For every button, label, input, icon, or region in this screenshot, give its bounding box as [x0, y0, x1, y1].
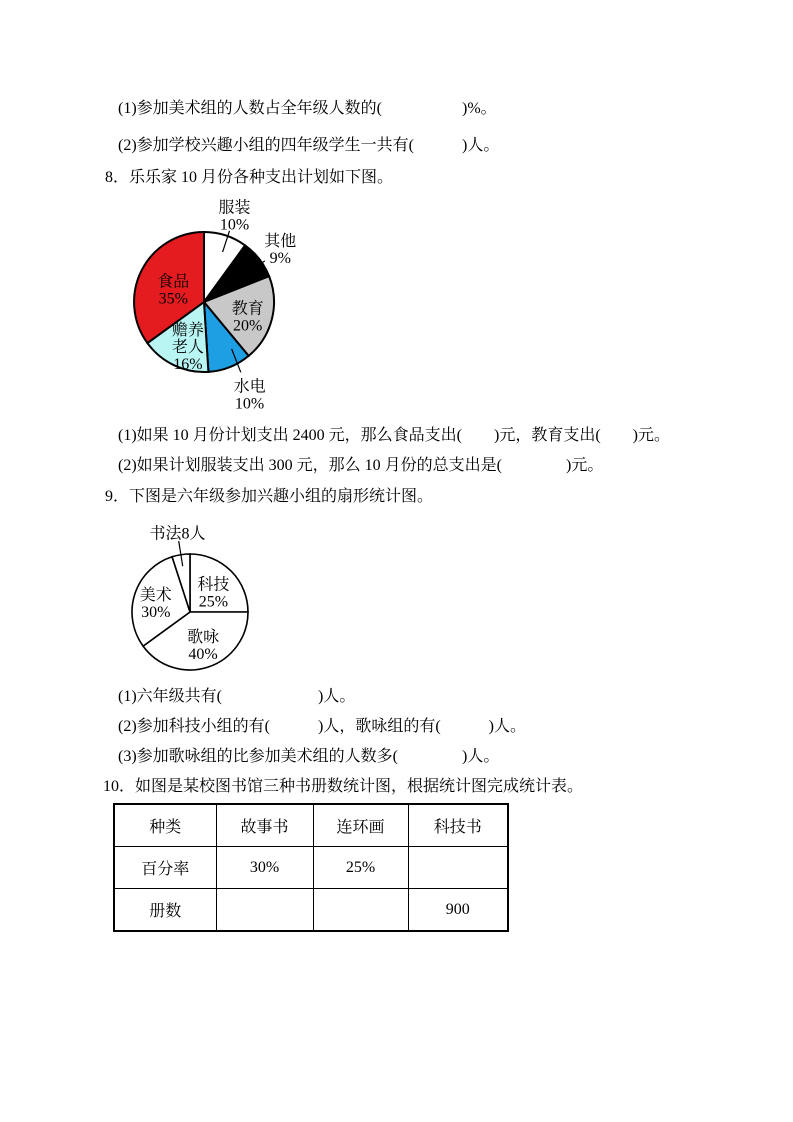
pie-label-other: 其他	[264, 232, 297, 250]
table-cell-percentage-label: 百分率	[114, 847, 216, 889]
question-8-sub2: (2)如果计划服装支出 300 元，那么 10 月份的总支出是( )元。	[118, 457, 604, 474]
pie-label-elder-care: 老人	[171, 339, 204, 356]
pie-label-calligraphy: 书法8人	[149, 525, 206, 543]
question-8-sub1: (1)如果 10 月份计划支出 2400 元，那么食品支出( )元，教育支出( )元。	[118, 427, 670, 444]
question-9-sub1: (1)六年级共有( )人。	[118, 688, 356, 705]
table-cell-sciencebook: 科技书	[408, 804, 508, 847]
table-row-count	[114, 889, 508, 932]
table-cell-comic: 连环画	[313, 804, 408, 847]
pie-label-clothing: 服装	[218, 199, 251, 217]
table-cell-count-label: 册数	[114, 889, 216, 932]
pie-label-science: 科技	[197, 576, 230, 594]
question-9-sub2: (2)参加科技小组的有( )人，歌咏组的有( )人。	[118, 718, 526, 735]
table-cell-storybook: 故事书	[216, 804, 313, 847]
table-cell-sciencebook-percentage	[408, 847, 508, 889]
question-9-title: 9．下图是六年级参加兴趣小组的扇形统计图。	[105, 488, 434, 505]
pie-label-art: 美术	[139, 586, 172, 604]
question-9-sub3: (3)参加歌咏组的比参加美术组的人数多( )人。	[118, 748, 500, 765]
pie-label-art: 30%	[141, 603, 171, 621]
pie-label-singing: 40%	[188, 646, 218, 664]
interest-group-pie-chart	[108, 518, 303, 686]
table-cell-comic-percentage: 25%	[313, 847, 408, 889]
pie-label-clothing: 10%	[219, 216, 250, 234]
table-cell-category-label: 种类	[114, 804, 216, 847]
pie-label-utilities: 10%	[234, 395, 265, 413]
question-7-sub2: (2)参加学校兴趣小组的四年级学生一共有( )人。	[118, 137, 500, 154]
table-cell-storybook-count	[216, 889, 313, 932]
question-7-sub1: (1)参加美术组的人数占全年级人数的( )%。	[118, 100, 497, 117]
pie-label-science: 25%	[198, 593, 229, 611]
book-statistics-table	[113, 803, 509, 932]
pie-label-education: 20%	[233, 317, 263, 335]
pie-label-food: 食品	[157, 273, 190, 291]
expense-pie-chart	[108, 196, 340, 414]
pie-label-elder-care: 赡养	[171, 322, 204, 339]
pie-label-education: 教育	[231, 300, 264, 318]
question-10-title: 10．如图是某校图书馆三种书册数统计图，根据统计图完成统计表。	[103, 778, 584, 795]
pie-label-food: 35%	[158, 290, 188, 308]
table-cell-storybook-percentage: 30%	[216, 847, 313, 889]
table-row-category	[114, 804, 508, 847]
pie-label-elder-care: 16%	[173, 356, 203, 373]
table-cell-sciencebook-count: 900	[408, 889, 508, 932]
pie-label-utilities: 水电	[233, 378, 266, 396]
table-cell-comic-count	[313, 889, 408, 932]
pie-label-other: 9%	[269, 249, 291, 267]
pie-label-singing: 歌咏	[187, 629, 220, 647]
table-row-percentage	[114, 847, 508, 889]
question-8-title: 8．乐乐家 10 月份各种支出计划如下图。	[105, 169, 394, 186]
